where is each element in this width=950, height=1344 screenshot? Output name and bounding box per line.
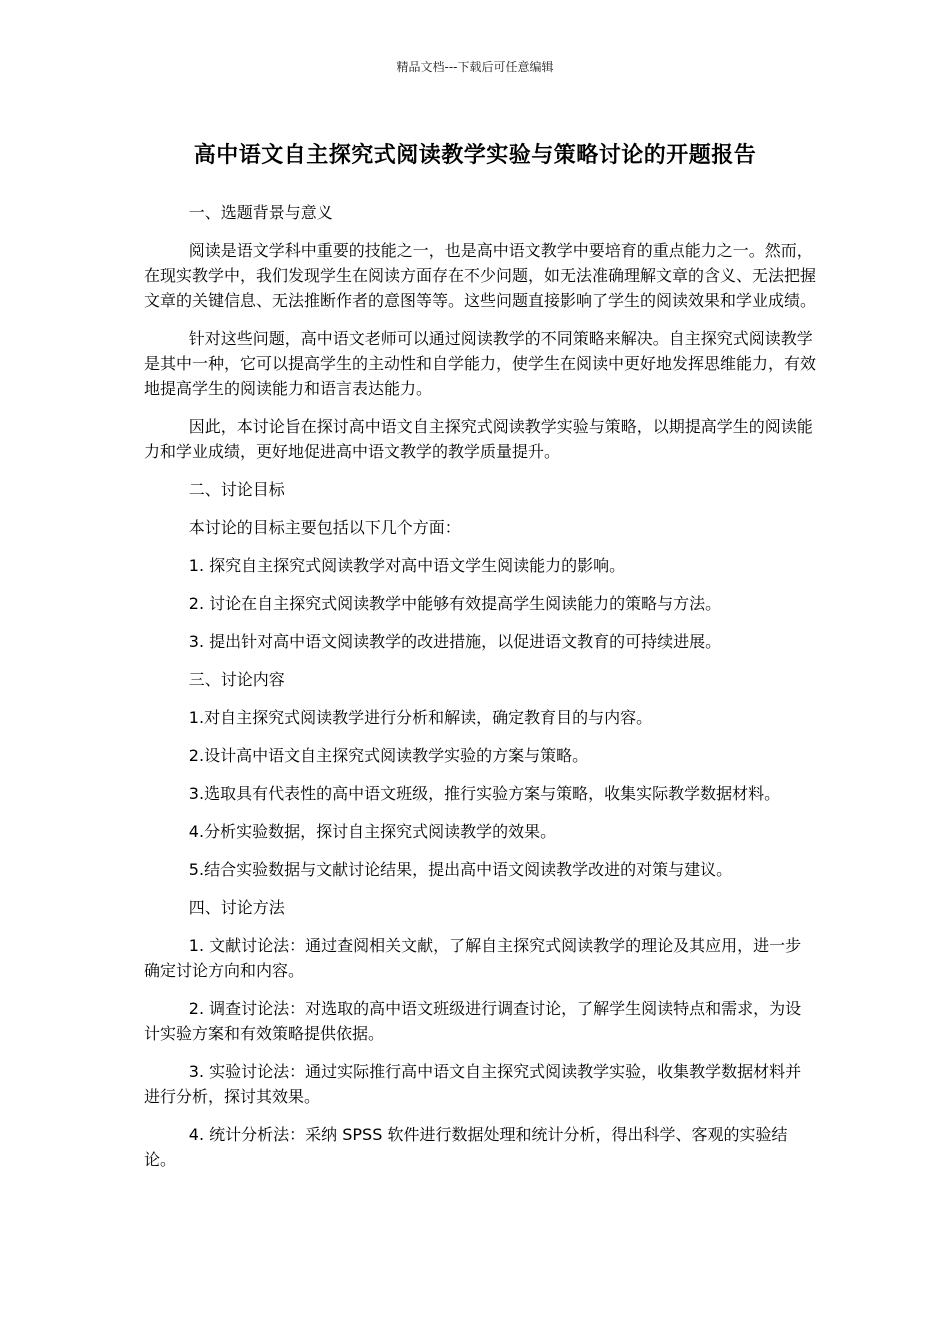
paragraph: 阅读是语文学科中重要的技能之一，也是高中语文教学中要培育的重点能力之一。然而，在现实教学中，我们发现学生在阅读方面存在不少问题，如无法准确理解文章的含义、无法把握文章的关键信息、无法推断作者的意图等等。这些问题直接影响了学生的阅读效果和学业成绩。 (144, 241, 817, 310)
section-heading-methods: 四、讨论方法 (188, 898, 285, 917)
list-item: 4. 统计分析法：采纳 SPSS 软件进行数据处理和统计分析，得出科学、客观的实验结论。 (144, 1125, 788, 1169)
document-body (144, 200, 816, 1185)
list-item: 3. 提出针对高中语文阅读教学的改进措施，以促进语文教育的可持续进展。 (188, 632, 722, 651)
paragraph: 因此，本讨论旨在探讨高中语文自主探究式阅读教学实验与策略，以期提高学生的阅读能力和学业成绩，更好地促进高中语文教学的教学质量提升。 (144, 417, 813, 461)
section-heading-background: 一、选题背景与意义 (188, 203, 333, 222)
list-item: 3.选取具有代表性的高中语文班级，推行实验方案与策略，收集实际教学数据材料。 (188, 784, 781, 803)
list-item: 3. 实验讨论法：通过实际推行高中语文自主探究式阅读教学实验，收集教学数据材料并进行分析，探讨其效果。 (144, 1062, 802, 1106)
list-item: 4.分析实验数据，探讨自主探究式阅读教学的效果。 (188, 822, 557, 841)
list-item: 1.对自主探究式阅读教学进行分析和解读，确定教育目的与内容。 (188, 708, 653, 727)
section-heading-content: 三、讨论内容 (188, 670, 285, 689)
list-item: 2. 讨论在自主探究式阅读教学中能够有效提高学生阅读能力的策略与方法。 (188, 594, 722, 613)
document-title: 高中语文自主探究式阅读教学实验与策略讨论的开题报告 (193, 143, 757, 168)
paragraph: 本讨论的目标主要包括以下几个方面： (188, 518, 461, 537)
list-item: 1. 探究自主探究式阅读教学对高中语文学生阅读能力的影响。 (188, 556, 626, 575)
page-header: 精品文档---下载后可任意编辑 (396, 60, 554, 74)
list-item: 2. 调查讨论法：对选取的高中语文班级进行调查讨论，了解学生阅读特点和需求，为设计实验方案和有效策略提供依据。 (144, 999, 802, 1043)
list-item: 1. 文献讨论法：通过查阅相关文献，了解自主探究式阅读教学的理论及其应用，进一步确定讨论方向和内容。 (144, 936, 802, 980)
paragraph: 针对这些问题，高中语文老师可以通过阅读教学的不同策略来解决。自主探究式阅读教学是其中一种，它可以提高学生的主动性和自学能力，使学生在阅读中更好地发挥思维能力，有效地提高学生的阅读能力和语言表达能力。 (144, 329, 817, 398)
list-item: 5.结合实验数据与文献讨论结果，提出高中语文阅读教学改进的对策与建议。 (188, 860, 733, 879)
list-item: 2.设计高中语文自主探究式阅读教学实验的方案与策略。 (188, 746, 589, 765)
section-heading-goals: 二、讨论目标 (188, 480, 285, 499)
